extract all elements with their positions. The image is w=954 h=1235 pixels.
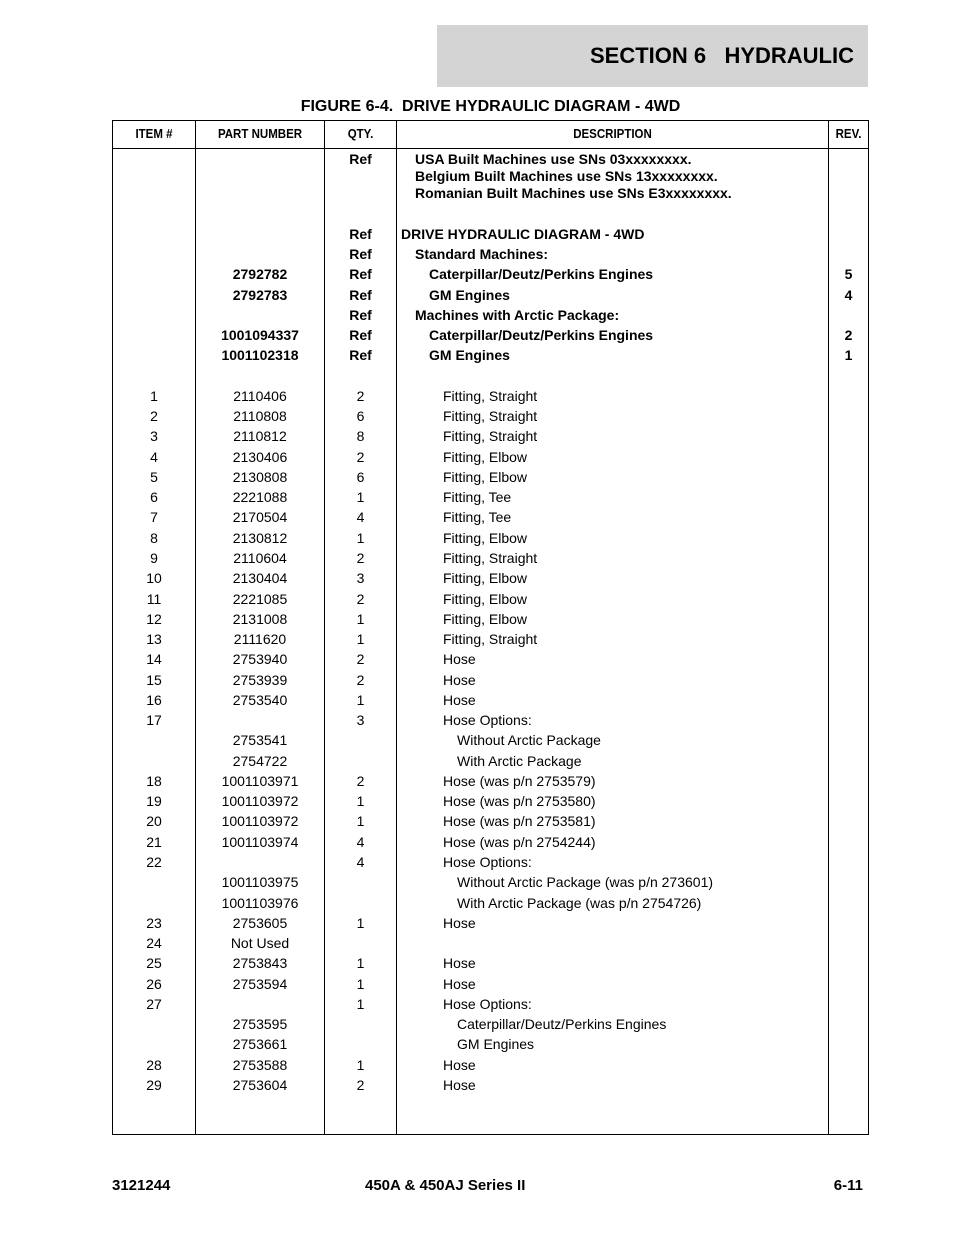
revision-cell: 5 (844, 266, 853, 282)
description-cell: Hose (was p/n 2753580) (443, 793, 596, 809)
quantity-cell: 2 (356, 672, 365, 688)
table-row (113, 386, 868, 406)
table-row (113, 1055, 868, 1075)
item-number-cell: 10 (146, 570, 162, 586)
item-number-cell: 13 (146, 631, 162, 647)
quantity-cell: 2 (356, 651, 365, 667)
quantity-cell: 4 (356, 854, 365, 870)
description-cell: Machines with Arctic Package: (415, 307, 620, 323)
description-cell: Fitting, Straight (443, 550, 538, 566)
quantity-cell: 2 (356, 591, 365, 607)
table-row (113, 811, 868, 831)
description-cell: Fitting, Elbow (443, 530, 528, 546)
revision-cell: 4 (844, 287, 853, 303)
part-number-cell: 2111620 (233, 631, 287, 647)
quantity-cell: 1 (356, 530, 365, 546)
item-number-cell: 19 (146, 793, 162, 809)
description-cell: Caterpillar/Deutz/Perkins Engines (429, 266, 654, 282)
item-number-cell: 14 (146, 651, 162, 667)
item-number-cell: 17 (146, 712, 162, 728)
quantity-cell: Ref (349, 327, 372, 343)
table-row (113, 345, 868, 365)
description-cell: DRIVE HYDRAULIC DIAGRAM - 4WD (401, 226, 645, 242)
description-cell: Fitting, Elbow (443, 611, 528, 627)
quantity-cell: Ref (349, 266, 372, 282)
description-cell: Fitting, Straight (443, 388, 538, 404)
description-cell: GM Engines (429, 287, 510, 303)
parts-table (112, 120, 869, 1135)
part-number-cell: 2753605 (232, 915, 288, 931)
description-cell: With Arctic Package (was p/n 2754726) (457, 895, 702, 911)
item-number-cell: 4 (150, 449, 158, 465)
part-number-cell: 2753604 (232, 1077, 288, 1093)
description-cell: Hose (was p/n 2753581) (443, 813, 596, 829)
quantity-cell: 1 (356, 692, 365, 708)
quantity-cell: 6 (356, 469, 365, 485)
item-number-cell: 29 (146, 1077, 162, 1093)
part-number-cell: 2753661 (232, 1036, 288, 1052)
column-header-part-number: PART NUMBER (217, 127, 303, 141)
part-number-cell: 2221088 (232, 489, 288, 505)
part-number-cell: 1001094337 (221, 327, 299, 343)
table-row (113, 730, 868, 750)
table-row (113, 953, 868, 973)
item-number-cell: 16 (146, 692, 162, 708)
revision-cell: 2 (844, 327, 853, 343)
item-number-cell: 23 (146, 915, 162, 931)
item-number-cell: 20 (146, 813, 162, 829)
item-number-cell: 9 (150, 550, 158, 566)
column-header-description: DESCRIPTION (573, 127, 652, 141)
part-number-cell: 2110604 (233, 550, 287, 566)
table-row (113, 426, 868, 446)
item-number-cell: 22 (146, 854, 162, 870)
quantity-cell: 2 (356, 388, 365, 404)
column-header-rev: REV. (835, 127, 862, 141)
table-row (113, 406, 868, 426)
quantity-cell: 4 (356, 509, 365, 525)
part-number-cell: 2753541 (232, 732, 288, 748)
part-number-cell: 2753594 (232, 976, 288, 992)
table-row (113, 852, 868, 872)
part-number-cell: 2110808 (233, 408, 287, 424)
table-row (113, 690, 868, 710)
description-cell: Standard Machines: (415, 246, 549, 262)
table-row (113, 933, 868, 953)
quantity-cell: 2 (356, 550, 365, 566)
description-cell: Hose (443, 672, 476, 688)
description-cell: GM Engines (457, 1036, 535, 1052)
table-row (113, 1034, 868, 1054)
footer-doc-number: 3121244 (112, 1177, 171, 1194)
table-row (113, 305, 868, 325)
table-row (113, 893, 868, 913)
section-title: SECTION 6 HYDRAULIC (589, 43, 854, 68)
part-number-cell: 2754722 (232, 753, 288, 769)
description-cell: Hose (443, 915, 476, 931)
description-cell: Hose (443, 651, 476, 667)
table-row (113, 548, 868, 568)
description-cell: GM Engines (429, 347, 510, 363)
quantity-cell: Ref (349, 151, 372, 167)
footer-page-number: 6-11 (833, 1177, 863, 1194)
part-number-cell: 2792783 (232, 287, 288, 303)
table-row (113, 285, 868, 305)
table-row (113, 771, 868, 791)
part-number-cell: 1001102318 (221, 347, 299, 363)
part-number-cell: 2753595 (232, 1016, 288, 1032)
table-row (113, 832, 868, 852)
column-header-qty: QTY. (347, 127, 374, 141)
description-cell: Fitting, Straight (443, 428, 538, 444)
part-number-cell: 1001103975 (221, 874, 299, 890)
table-row (113, 447, 868, 467)
part-number-cell: 2131008 (232, 611, 288, 627)
item-number-cell: 28 (146, 1057, 162, 1073)
part-number-cell: 2130812 (232, 530, 288, 546)
quantity-cell: Ref (349, 226, 372, 242)
quantity-cell: 4 (356, 834, 365, 850)
table-row (113, 609, 868, 629)
table-row (113, 264, 868, 284)
part-number-cell: 1001103976 (221, 895, 299, 911)
table-row (113, 751, 868, 771)
description-cell: With Arctic Package (457, 753, 582, 769)
description-cell: Hose (443, 1057, 476, 1073)
item-number-cell: 18 (146, 773, 162, 789)
description-cell: Fitting, Elbow (443, 570, 528, 586)
quantity-cell: 6 (356, 408, 365, 424)
column-header-item: ITEM # (135, 127, 173, 141)
table-row (113, 710, 868, 730)
quantity-cell: 8 (356, 428, 365, 444)
item-number-cell: 2 (150, 408, 158, 424)
description-cell: Fitting, Straight (443, 408, 538, 424)
quantity-cell: 1 (356, 955, 365, 971)
description-cell: Hose Options: (443, 712, 532, 728)
part-number-cell: 2130404 (232, 570, 288, 586)
item-number-cell: 25 (146, 955, 162, 971)
description-cell: Hose (was p/n 2753579) (443, 773, 596, 789)
figure-title: FIGURE 6-4. DRIVE HYDRAULIC DIAGRAM - 4WD (300, 98, 681, 115)
table-row (113, 994, 868, 1014)
item-number-cell: 12 (146, 611, 162, 627)
item-number-cell: 15 (146, 672, 162, 688)
item-number-cell: 24 (146, 935, 162, 951)
table-row (113, 629, 868, 649)
description-cell: Caterpillar/Deutz/Perkins Engines (457, 1016, 667, 1032)
table-row (113, 589, 868, 609)
quantity-cell: 2 (356, 773, 365, 789)
part-number-cell: 2753939 (232, 672, 288, 688)
table-row (113, 325, 868, 345)
table-row (113, 1075, 868, 1095)
part-number-cell: Not Used (230, 935, 290, 951)
description-cell: Caterpillar/Deutz/Perkins Engines (429, 327, 654, 343)
table-row (113, 791, 868, 811)
part-number-cell: 2170504 (232, 509, 288, 525)
description-cell: Hose (443, 976, 476, 992)
item-number-cell: 8 (150, 530, 158, 546)
table-row (113, 872, 868, 892)
table-row (113, 1014, 868, 1034)
quantity-cell: 1 (356, 915, 365, 931)
table-row (113, 568, 868, 588)
quantity-cell: 1 (356, 813, 365, 829)
description-cell: Hose (443, 955, 476, 971)
item-number-cell: 3 (150, 428, 158, 444)
description-cell: Hose Options: (443, 854, 532, 870)
quantity-cell: Ref (349, 347, 372, 363)
quantity-cell: 1 (356, 1057, 365, 1073)
description-cell: Hose (443, 692, 476, 708)
description-cell: Fitting, Elbow (443, 591, 528, 607)
quantity-cell: 2 (356, 449, 365, 465)
footer-model: 450A & 450AJ Series II (365, 1177, 526, 1194)
description-cell: USA Built Machines use SNs 03xxxxxxxx. (415, 151, 692, 167)
part-number-cell: 2130808 (232, 469, 288, 485)
quantity-cell: 1 (356, 976, 365, 992)
table-row (113, 467, 868, 487)
quantity-cell: Ref (349, 307, 372, 323)
part-number-cell: 2792782 (232, 266, 288, 282)
quantity-cell: 2 (356, 1077, 365, 1093)
table-row (113, 670, 868, 690)
revision-cell: 1 (844, 347, 853, 363)
part-number-cell: 2753588 (232, 1057, 288, 1073)
part-number-cell: 1001103972 (221, 793, 299, 809)
table-row (113, 974, 868, 994)
item-number-cell: 26 (146, 976, 162, 992)
quantity-cell: 1 (356, 611, 365, 627)
table-row (113, 649, 868, 669)
part-number-cell: 2130406 (232, 449, 288, 465)
description-cell: Fitting, Elbow (443, 449, 528, 465)
section-header-box (437, 25, 868, 87)
table-row (113, 507, 868, 527)
quantity-cell: 1 (356, 631, 365, 647)
part-number-cell: 1001103974 (221, 834, 299, 850)
table-row (113, 528, 868, 548)
quantity-cell: 3 (356, 712, 365, 728)
description-cell: Fitting, Tee (443, 509, 512, 525)
item-number-cell: 6 (150, 489, 158, 505)
table-row (113, 244, 868, 264)
part-number-cell: 2110812 (233, 428, 287, 444)
description-cell: Without Arctic Package (was p/n 273601) (457, 874, 714, 890)
item-number-cell: 7 (150, 509, 158, 525)
description-cell: Belgium Built Machines use SNs 13xxxxxxxx. (415, 168, 718, 184)
description-cell: Without Arctic Package (457, 732, 601, 748)
table-row (113, 183, 868, 203)
item-number-cell: 5 (150, 469, 158, 485)
part-number-cell: 2753540 (232, 692, 288, 708)
part-number-cell: 2110406 (233, 388, 287, 404)
description-cell: Hose Options: (443, 996, 532, 1012)
table-row (113, 913, 868, 933)
item-number-cell: 1 (150, 388, 158, 404)
description-cell: Hose (was p/n 2754244) (443, 834, 596, 850)
description-cell: Fitting, Straight (443, 631, 538, 647)
part-number-cell: 1001103972 (221, 813, 299, 829)
quantity-cell: Ref (349, 246, 372, 262)
item-number-cell: 21 (146, 834, 162, 850)
description-cell: Fitting, Elbow (443, 469, 528, 485)
description-cell: Romanian Built Machines use SNs E3xxxxxxxx. (415, 185, 732, 201)
quantity-cell: 1 (356, 793, 365, 809)
description-cell: Hose (443, 1077, 476, 1093)
quantity-cell: Ref (349, 287, 372, 303)
quantity-cell: 1 (356, 996, 365, 1012)
table-row (113, 224, 868, 244)
description-cell: Fitting, Tee (443, 489, 512, 505)
item-number-cell: 11 (146, 591, 162, 607)
part-number-cell: 2753940 (232, 651, 288, 667)
table-row (113, 487, 868, 507)
quantity-cell: 1 (356, 489, 365, 505)
part-number-cell: 2221085 (232, 591, 288, 607)
part-number-cell: 1001103971 (221, 773, 299, 789)
quantity-cell: 3 (356, 570, 365, 586)
part-number-cell: 2753843 (232, 955, 288, 971)
item-number-cell: 27 (146, 996, 162, 1012)
